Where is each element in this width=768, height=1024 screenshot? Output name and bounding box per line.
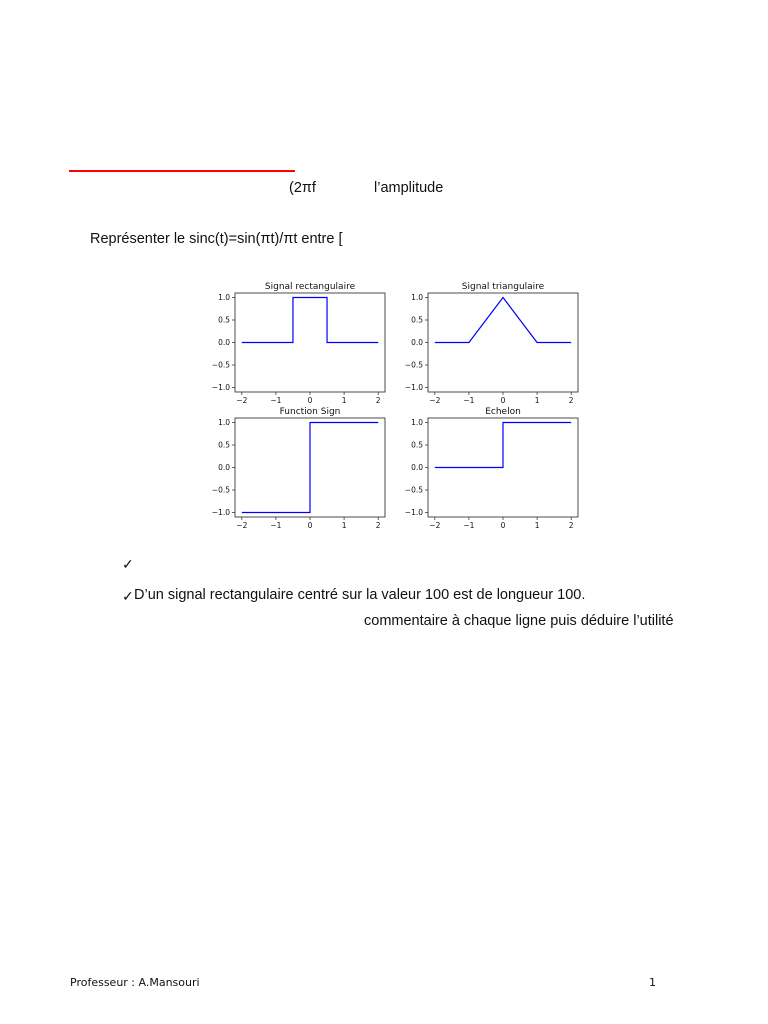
y-tick-label: 1.0 [218,418,230,428]
checkmark-icon: ✓ [122,588,134,604]
y-tick-label: 0.0 [218,338,230,348]
series-line [435,423,571,468]
y-tick-label: −0.5 [404,360,423,370]
x-tick-label: 2 [375,521,381,530]
checkmark-icon: ✓ [122,556,134,572]
x-tick-label: −1 [463,521,475,530]
y-tick-label: 0.5 [411,440,423,450]
subplot-2 [405,282,578,405]
x-tick-label: −1 [463,396,475,405]
y-tick-label: 0.0 [411,338,423,348]
x-tick-label: −2 [429,521,441,530]
x-tick-label: −1 [270,396,282,405]
x-tick-label: 2 [375,396,381,405]
subplot-title: Signal triangulaire [461,282,545,292]
y-tick-label: 0.0 [218,463,230,473]
subplot-title: Function Sign [279,407,341,417]
series-line [242,423,378,513]
x-tick-label: 1 [341,521,347,530]
y-tick-label: −0.5 [404,485,423,495]
series-line [242,298,378,343]
y-tick-label: −1.0 [211,508,230,518]
checklist-item: D’un signal rectangulaire centré sur la valeur 100 est de longueur 100. [134,587,586,603]
formula-fragment: (2πf [289,180,316,196]
x-tick-label: −2 [236,521,248,530]
subplot-3 [212,407,385,530]
subplot-1 [212,282,385,405]
y-tick-label: 0.5 [218,440,230,450]
subplot-title: Signal rectangulaire [264,282,356,292]
x-tick-label: 2 [568,521,574,530]
series-line [435,298,571,343]
page-number: 1 [649,976,656,989]
comment-line: commentaire à chaque ligne puis déduire l’utilité [364,613,674,629]
y-tick-label: −0.5 [211,360,230,370]
charts-figure [200,278,600,533]
y-tick-label: 0.5 [218,315,230,325]
footer-professor: Professeur : A.Mansouri [70,976,200,989]
y-tick-label: −1.0 [211,383,230,393]
red-underline-rule [69,170,295,172]
x-tick-label: 0 [500,396,506,405]
y-tick-label: −0.5 [211,485,230,495]
amplitude-fragment: l’amplitude [374,180,444,196]
y-tick-label: 1.0 [411,293,423,303]
x-tick-label: 0 [307,521,313,530]
y-tick-label: 1.0 [411,418,423,428]
subplot-title: Echelon [485,407,521,417]
x-tick-label: 1 [534,396,540,405]
y-tick-label: −1.0 [404,508,423,518]
x-tick-label: 2 [568,396,574,405]
instruction-text: Représenter le sinc(t)=sin(πt)/πt entre [ [90,231,343,247]
y-tick-label: 0.0 [411,463,423,473]
x-tick-label: 0 [307,396,313,405]
x-tick-label: 0 [500,521,506,530]
subplot-4 [405,407,578,530]
x-tick-label: 1 [534,521,540,530]
y-tick-label: 0.5 [411,315,423,325]
x-tick-label: −2 [429,396,441,405]
x-tick-label: −1 [270,521,282,530]
y-tick-label: −1.0 [404,383,423,393]
x-tick-label: 1 [341,396,347,405]
x-tick-label: −2 [236,396,248,405]
y-tick-label: 1.0 [218,293,230,303]
